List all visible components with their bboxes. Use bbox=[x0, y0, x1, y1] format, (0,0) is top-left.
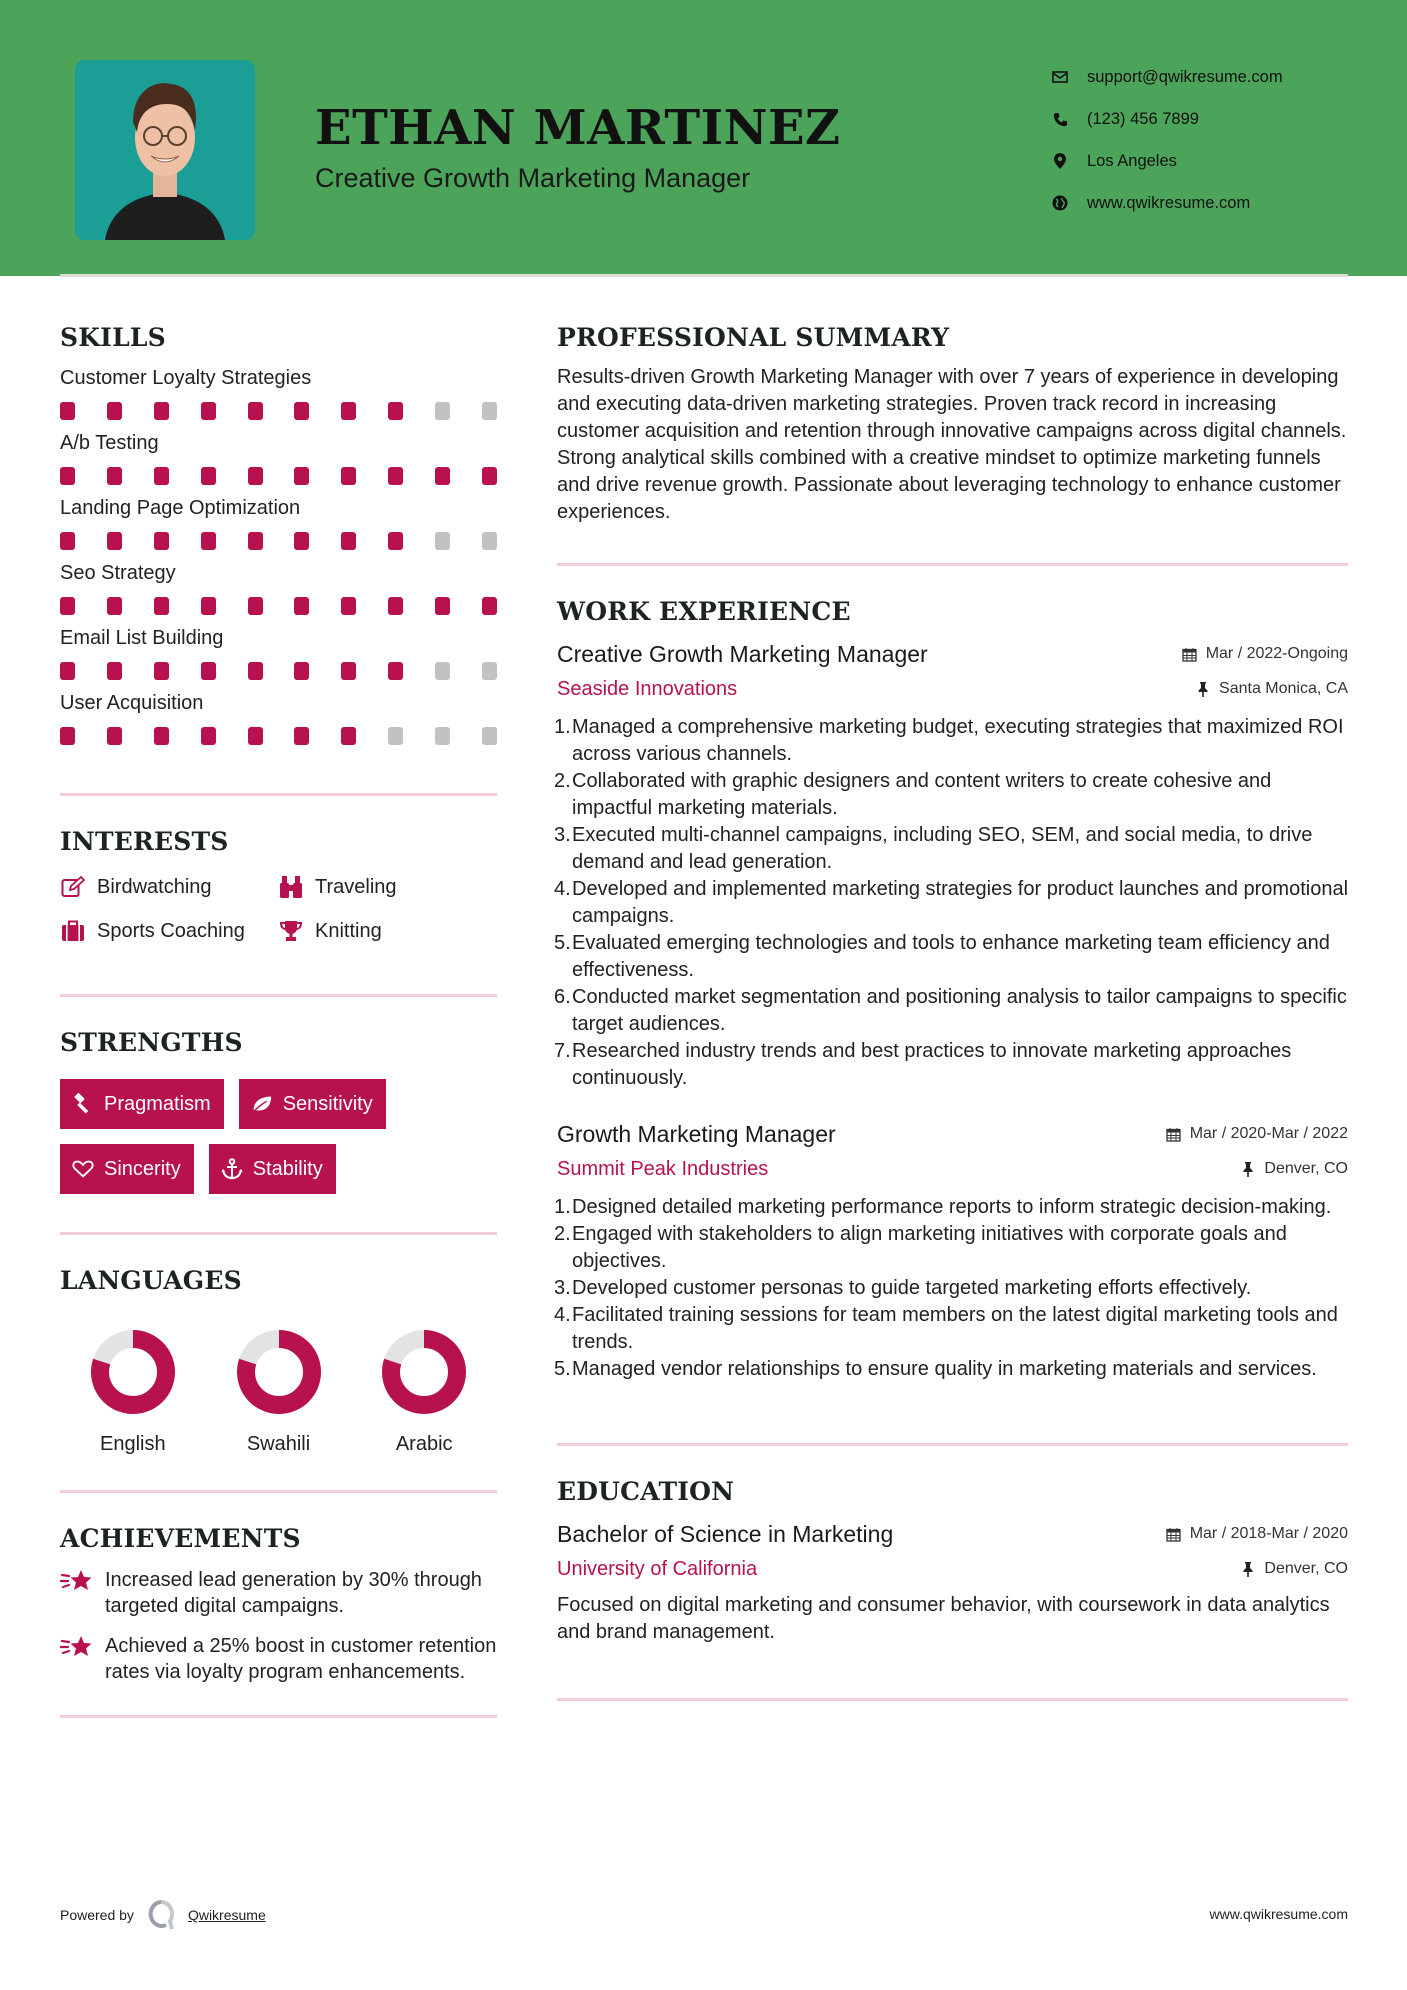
job-subheader bbox=[557, 672, 1348, 706]
right-column bbox=[554, 320, 1349, 1701]
anchor-icon bbox=[221, 1158, 243, 1180]
job-dates-text: Mar / 2020-Mar / 2022 bbox=[1189, 1125, 1348, 1142]
globe-icon bbox=[1050, 193, 1070, 213]
skill-dot bbox=[435, 597, 450, 615]
skill-dot bbox=[107, 402, 122, 420]
bullet-text: Managed a comprehensive marketing budget, executing strategies that maximized ROI across various channels. bbox=[572, 716, 1344, 765]
bullet-item bbox=[554, 1275, 1348, 1302]
bullet-text: Executed multi-channel campaigns, including SEO, SEM, and social media, to drive demand and lead generation. bbox=[572, 824, 1313, 873]
degree-title: Bachelor of Science in Marketing bbox=[557, 1521, 894, 1547]
bullet-item bbox=[554, 1194, 1348, 1221]
languages-section bbox=[60, 1263, 497, 1456]
skill-dot bbox=[201, 597, 216, 615]
skill-dot bbox=[294, 467, 309, 485]
skill-name: A/b Testing bbox=[60, 432, 159, 454]
skill-dot bbox=[201, 727, 216, 745]
section-divider bbox=[557, 1698, 1348, 1701]
summary-text: Results-driven Growth Marketing Manager with over 7 years of experience in developing and executing data-driven marketing strategies. Proven track record in increasing customer acquisition and retention through innovative campaigns across digital channels. Strong analytical skills combined with a creative mindset to optimize marketing funnels and drive revenue growth. Passionate about leveraging technology to enhance customer experiences. bbox=[557, 366, 1347, 523]
education-section bbox=[557, 1474, 1348, 1646]
job-location-text: Denver, CO bbox=[1264, 1160, 1348, 1177]
bullet-text: Developed customer personas to guide targeted marketing efforts effectively. bbox=[572, 1277, 1252, 1299]
location-text: Los Angeles bbox=[1087, 151, 1177, 170]
skill-dot bbox=[154, 532, 169, 550]
education-subheader bbox=[557, 1552, 1348, 1586]
bullet-item bbox=[554, 714, 1348, 768]
skill-dot bbox=[388, 597, 403, 615]
phone-icon bbox=[1050, 109, 1070, 129]
skill-dot bbox=[154, 402, 169, 420]
bullet-item bbox=[554, 768, 1348, 822]
job-title: Creative Growth Marketing Manager bbox=[557, 641, 928, 667]
achievement-item bbox=[60, 1567, 497, 1619]
strengths-list bbox=[60, 1079, 480, 1194]
languages-heading: LANGUAGES bbox=[60, 1266, 242, 1295]
skill-dot bbox=[60, 597, 75, 615]
binoculars-icon bbox=[278, 875, 304, 899]
skill-dot bbox=[482, 402, 497, 420]
skill-dot bbox=[482, 727, 497, 745]
job-bullets bbox=[554, 714, 1349, 1092]
bullet-text: Designed detailed marketing performance reports to inform strategic decision-making. bbox=[572, 1196, 1332, 1218]
job-entry bbox=[554, 636, 1349, 1092]
strength-label: Sincerity bbox=[104, 1157, 181, 1180]
strength-label: Sensitivity bbox=[282, 1092, 373, 1115]
bullet-item bbox=[554, 1221, 1348, 1275]
bullet-number: 3. bbox=[554, 1277, 571, 1299]
profile-photo-illustration bbox=[75, 60, 255, 240]
bullet-number: 5. bbox=[554, 932, 571, 954]
school-name: University of California bbox=[557, 1558, 758, 1580]
job-dates bbox=[1182, 636, 1348, 672]
skill-dot bbox=[154, 727, 169, 745]
bullet-number: 6. bbox=[554, 986, 571, 1008]
skill-rating bbox=[60, 662, 497, 681]
skill-dot bbox=[154, 662, 169, 680]
achievement-item bbox=[60, 1633, 497, 1685]
language-item bbox=[206, 1329, 352, 1456]
skill-dot bbox=[107, 597, 122, 615]
job-location bbox=[1240, 1152, 1348, 1186]
qwikresume-link[interactable]: Qwikresume bbox=[187, 1907, 266, 1923]
job-dates bbox=[1166, 1116, 1348, 1152]
languages-list bbox=[60, 1329, 497, 1456]
skill-dot bbox=[341, 597, 356, 615]
skill-dot bbox=[341, 727, 356, 745]
section-divider bbox=[60, 1232, 497, 1235]
skill-dot bbox=[154, 597, 169, 615]
candidate-title: Creative Growth Marketing Manager bbox=[315, 163, 751, 193]
job-location-text: Santa Monica, CA bbox=[1219, 680, 1348, 697]
section-divider bbox=[557, 563, 1348, 566]
skill-dot bbox=[388, 402, 403, 420]
job-location bbox=[1195, 672, 1348, 706]
strengths-heading: STRENGTHS bbox=[60, 1028, 243, 1057]
skill-dot bbox=[248, 727, 263, 745]
section-divider bbox=[557, 1443, 1348, 1446]
experience-heading: WORK EXPERIENCE bbox=[557, 597, 851, 626]
bullet-text: Conducted market segmentation and positioning analysis to tailor campaigns to specific target audiences. bbox=[572, 986, 1347, 1035]
achievement-text: Achieved a 25% boost in customer retention rates via loyalty program enhancements. bbox=[105, 1635, 497, 1683]
skill-rating bbox=[60, 402, 497, 421]
skill-dot bbox=[248, 467, 263, 485]
skills-heading: SKILLS bbox=[60, 323, 166, 352]
skill-dot bbox=[248, 662, 263, 680]
leaf-icon bbox=[251, 1093, 273, 1115]
skill-dot bbox=[154, 467, 169, 485]
bullet-text: Engaged with stakeholders to align marketing initiatives with corporate goals and objectives. bbox=[572, 1223, 1287, 1272]
interest-label: Traveling bbox=[315, 875, 397, 898]
education-description: Focused on digital marketing and consumer behavior, with coursework in data analytics and brand management. bbox=[557, 1594, 1330, 1643]
skill-item bbox=[60, 689, 497, 746]
map-marker-icon bbox=[1050, 151, 1070, 171]
skill-name: User Acquisition bbox=[60, 692, 204, 714]
job-bullets bbox=[554, 1194, 1348, 1383]
skill-dot bbox=[60, 662, 75, 680]
job-title: Growth Marketing Manager bbox=[557, 1121, 836, 1147]
skill-dot bbox=[60, 402, 75, 420]
skill-item bbox=[60, 429, 497, 486]
skill-dot bbox=[294, 662, 309, 680]
skill-name: Seo Strategy bbox=[60, 562, 176, 584]
profile-photo bbox=[75, 60, 255, 240]
footer-website[interactable]: www.qwikresume.com bbox=[1209, 1906, 1348, 1922]
strengths-section bbox=[60, 1025, 497, 1194]
skill-name: Email List Building bbox=[60, 627, 224, 649]
skill-dot bbox=[294, 727, 309, 745]
skill-rating bbox=[60, 467, 497, 486]
section-divider bbox=[60, 994, 497, 997]
achievement-text: Increased lead generation by 30% through targeted digital campaigns. bbox=[105, 1569, 482, 1617]
experience-section bbox=[554, 594, 1349, 1383]
interests-heading: INTERESTS bbox=[60, 827, 229, 856]
pencil-square-icon bbox=[60, 875, 86, 899]
skill-dot bbox=[201, 662, 216, 680]
job-company: Summit Peak Industries bbox=[557, 1158, 769, 1180]
language-item bbox=[351, 1329, 497, 1456]
bullet-number: 4. bbox=[554, 878, 571, 900]
language-proficiency-donut bbox=[236, 1329, 322, 1415]
skill-dot bbox=[435, 402, 450, 420]
bullet-text: Developed and implemented marketing strategies for product launches and promotional campaigns. bbox=[572, 878, 1349, 927]
bullet-number: 7. bbox=[554, 1040, 571, 1062]
left-column bbox=[60, 320, 497, 1718]
bullet-item bbox=[554, 1356, 1348, 1383]
skill-dot bbox=[435, 532, 450, 550]
job-header bbox=[557, 1116, 1348, 1152]
interest-label: Knitting bbox=[315, 919, 382, 942]
shooting-star-icon bbox=[60, 1633, 94, 1663]
interest-item bbox=[60, 916, 278, 946]
job-header bbox=[557, 636, 1348, 672]
job-subheader bbox=[557, 1152, 1348, 1186]
language-label: Arabic bbox=[395, 1433, 453, 1455]
skill-dot bbox=[482, 532, 497, 550]
skill-dot bbox=[482, 662, 497, 680]
bullet-text: Facilitated training sessions for team members on the latest digital marketing tools and trends. bbox=[572, 1304, 1338, 1353]
footer-branding bbox=[60, 1900, 266, 1930]
job-entry bbox=[554, 1116, 1348, 1383]
interest-item bbox=[278, 916, 478, 946]
language-label: Swahili bbox=[246, 1433, 311, 1455]
bullet-item bbox=[554, 822, 1348, 876]
phone-text: (123) 456 7899 bbox=[1087, 109, 1199, 128]
skill-item bbox=[60, 624, 497, 681]
skill-dot bbox=[107, 727, 122, 745]
language-proficiency-donut bbox=[381, 1329, 467, 1415]
qwikresume-logo-icon bbox=[146, 1900, 176, 1930]
interest-label: Sports Coaching bbox=[97, 919, 245, 942]
shooting-star-icon bbox=[60, 1567, 94, 1597]
achievements-heading: ACHIEVEMENTS bbox=[60, 1524, 301, 1553]
calendar-icon bbox=[1182, 646, 1198, 662]
skill-dot bbox=[341, 467, 356, 485]
skill-dot bbox=[248, 597, 263, 615]
language-proficiency-donut bbox=[90, 1329, 176, 1415]
bullet-number: 4. bbox=[554, 1304, 571, 1326]
bullet-number: 2. bbox=[554, 770, 571, 792]
email-text: support@qwikresume.com bbox=[1087, 67, 1283, 86]
strength-tag bbox=[60, 1079, 224, 1129]
skill-dot bbox=[201, 532, 216, 550]
skill-dot bbox=[341, 662, 356, 680]
bullet-number: 1. bbox=[554, 1196, 571, 1218]
briefcase-icon bbox=[60, 919, 86, 943]
resume-header bbox=[0, 0, 1407, 276]
bullet-text: Evaluated emerging technologies and tools to enhance marketing team efficiency and effectiveness. bbox=[572, 932, 1330, 981]
interest-item bbox=[278, 872, 478, 902]
section-divider bbox=[60, 1490, 497, 1493]
skill-dot bbox=[60, 727, 75, 745]
pushpin-icon bbox=[1195, 681, 1211, 697]
interest-label: Birdwatching bbox=[97, 875, 212, 898]
interests-section bbox=[60, 824, 497, 946]
strength-label: Stability bbox=[252, 1157, 323, 1180]
skill-name: Customer Loyalty Strategies bbox=[60, 367, 312, 389]
summary-heading: PROFESSIONAL SUMMARY bbox=[557, 323, 950, 352]
trophy-icon bbox=[278, 919, 304, 943]
skill-dot bbox=[435, 727, 450, 745]
website-text: www.qwikresume.com bbox=[1087, 193, 1251, 212]
interest-item bbox=[60, 872, 278, 902]
bullet-item bbox=[554, 930, 1348, 984]
skill-dot bbox=[60, 467, 75, 485]
bullet-item bbox=[554, 984, 1348, 1038]
skill-dot bbox=[294, 597, 309, 615]
skills-list bbox=[60, 364, 497, 746]
bullet-number: 1. bbox=[554, 716, 571, 738]
contact-website[interactable] bbox=[1050, 182, 1283, 224]
education-location bbox=[1240, 1552, 1348, 1586]
skill-item bbox=[60, 559, 497, 616]
header-divider bbox=[60, 274, 1348, 277]
strength-label: Pragmatism bbox=[104, 1092, 211, 1115]
skill-dot bbox=[201, 402, 216, 420]
heart-icon bbox=[72, 1158, 94, 1180]
pushpin-icon bbox=[1240, 1161, 1256, 1177]
contact-location bbox=[1050, 140, 1283, 182]
education-heading: EDUCATION bbox=[557, 1477, 735, 1506]
skill-dot bbox=[341, 532, 356, 550]
language-item bbox=[60, 1329, 206, 1456]
contact-phone[interactable] bbox=[1050, 98, 1283, 140]
skill-dot bbox=[60, 532, 75, 550]
bullet-number: 3. bbox=[554, 824, 571, 846]
skill-dot bbox=[482, 597, 497, 615]
language-label: English bbox=[100, 1433, 166, 1455]
skill-rating bbox=[60, 532, 497, 551]
skill-dot bbox=[107, 662, 122, 680]
job-dates-text: Mar / 2022-Ongoing bbox=[1205, 645, 1348, 662]
bullet-text: Collaborated with graphic designers and content writers to create cohesive and impactful marketing materials. bbox=[572, 770, 1272, 819]
skill-dot bbox=[201, 467, 216, 485]
calendar-icon bbox=[1166, 1526, 1182, 1542]
skill-item bbox=[60, 364, 497, 421]
skill-rating bbox=[60, 727, 497, 746]
skill-dot bbox=[248, 402, 263, 420]
bullet-item bbox=[554, 1302, 1348, 1356]
skill-dot bbox=[107, 467, 122, 485]
skill-dot bbox=[435, 662, 450, 680]
calendar-icon bbox=[1166, 1126, 1182, 1142]
skill-dot bbox=[388, 532, 403, 550]
powered-by-text: Powered by bbox=[60, 1907, 134, 1923]
section-divider bbox=[60, 1715, 497, 1718]
envelope-icon bbox=[1050, 67, 1070, 87]
summary-section bbox=[557, 320, 1348, 526]
bullet-text: Researched industry trends and best practices to innovate marketing approaches continuously. bbox=[572, 1040, 1292, 1089]
gavel-icon bbox=[72, 1093, 94, 1115]
skill-dot bbox=[482, 467, 497, 485]
education-header bbox=[557, 1516, 1348, 1552]
skills-section bbox=[60, 320, 497, 746]
contact-email[interactable] bbox=[1050, 56, 1283, 98]
pushpin-icon bbox=[1240, 1561, 1256, 1577]
candidate-name: ETHAN MARTINEZ bbox=[315, 100, 841, 156]
skill-dot bbox=[341, 402, 356, 420]
section-divider bbox=[60, 793, 497, 796]
bullet-text: Managed vendor relationships to ensure quality in marketing materials and services. bbox=[572, 1358, 1317, 1380]
skill-item bbox=[60, 494, 497, 551]
education-dates bbox=[1166, 1516, 1348, 1552]
job-company: Seaside Innovations bbox=[557, 678, 738, 700]
contact-list bbox=[1050, 56, 1283, 224]
skill-dot bbox=[388, 727, 403, 745]
skill-dot bbox=[388, 467, 403, 485]
strength-tag bbox=[60, 1144, 194, 1194]
skill-rating bbox=[60, 597, 497, 616]
skill-dot bbox=[294, 402, 309, 420]
education-location-text: Denver, CO bbox=[1264, 1560, 1348, 1577]
achievements-section bbox=[60, 1521, 497, 1685]
bullet-number: 5. bbox=[554, 1358, 571, 1380]
education-dates-text: Mar / 2018-Mar / 2020 bbox=[1189, 1525, 1348, 1542]
skill-dot bbox=[435, 467, 450, 485]
bullet-number: 2. bbox=[554, 1223, 571, 1245]
skill-dot bbox=[294, 532, 309, 550]
interests-list bbox=[60, 872, 497, 946]
bullet-item bbox=[554, 876, 1349, 930]
skill-dot bbox=[107, 532, 122, 550]
skill-dot bbox=[388, 662, 403, 680]
strength-tag bbox=[239, 1079, 386, 1129]
achievements-list bbox=[60, 1567, 497, 1685]
skill-dot bbox=[248, 532, 263, 550]
strength-tag bbox=[209, 1144, 336, 1194]
skill-name: Landing Page Optimization bbox=[60, 497, 301, 519]
bullet-item bbox=[554, 1038, 1348, 1092]
